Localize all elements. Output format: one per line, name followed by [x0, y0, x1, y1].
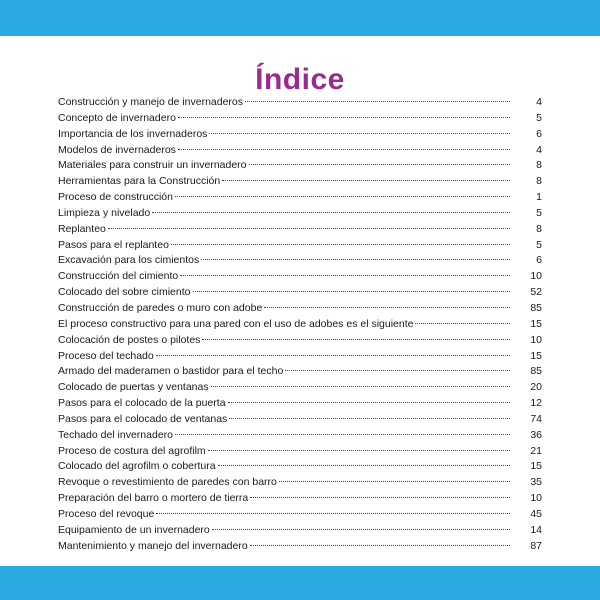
toc-entry [58, 333, 542, 349]
dot-leader [208, 450, 510, 451]
toc-entry [58, 269, 542, 285]
toc-entry-label: Colocado de puertas y ventanas [58, 381, 209, 394]
toc-entry-page: 4 [536, 143, 542, 156]
dot-leader [209, 133, 510, 134]
page-title: Índice [255, 63, 345, 97]
toc-entry-page: 85 [530, 301, 542, 314]
toc-entry-label: Importancia de los invernaderos [58, 127, 208, 140]
toc-entry-page: 45 [530, 507, 542, 520]
toc-entry [58, 253, 542, 269]
dot-leader [108, 228, 510, 229]
dot-leader [175, 434, 510, 435]
toc-entry-label: Colocado del agrofilm o cobertura [58, 460, 216, 473]
toc-entry-page: 14 [530, 523, 542, 536]
dot-leader [193, 291, 511, 292]
toc-entry-page: 36 [530, 428, 542, 441]
toc-entry-page: 10 [530, 492, 542, 505]
toc-entry-label: Herramientas para la Construcción [58, 175, 221, 188]
toc-entry [58, 174, 542, 190]
dot-leader [152, 212, 510, 213]
toc-entry [58, 428, 542, 444]
toc-entry-page: 10 [530, 333, 542, 346]
toc-entry [58, 380, 542, 396]
dot-leader [201, 259, 510, 260]
toc-entry-page: 52 [530, 286, 542, 299]
dot-leader [264, 307, 510, 308]
toc-entry-page: 87 [530, 539, 542, 552]
top-band [0, 0, 600, 36]
toc-entry-page: 5 [536, 238, 542, 251]
toc-entry [58, 412, 542, 428]
toc-entry-label: Pasos para el replanteo [58, 238, 169, 251]
dot-leader [250, 497, 510, 498]
toc-entry-label: Armado del maderamen o bastidor para el techo [58, 365, 284, 378]
toc-entry-label: Construcción y manejo de invernaderos [58, 96, 244, 108]
toc-entry-page: 6 [536, 127, 542, 140]
dot-leader [171, 244, 510, 245]
toc-entry-page: 12 [530, 397, 542, 410]
dot-leader [245, 101, 510, 102]
dot-leader [222, 180, 510, 181]
toc-entry [58, 364, 542, 380]
toc-entry [58, 206, 542, 222]
toc-entry [58, 143, 542, 159]
toc-entry [58, 301, 542, 317]
toc-entry-page: 1 [536, 191, 542, 204]
toc-entry-page: 5 [536, 206, 542, 219]
toc-entry-label: Proceso del revoque [58, 507, 155, 520]
table-of-contents [58, 95, 542, 554]
toc-entry-label: Construcción del cimiento [58, 270, 179, 283]
toc-entry-page: 6 [536, 254, 542, 267]
dot-leader [218, 465, 510, 466]
toc-entry-label: Proceso de construcción [58, 191, 173, 204]
toc-entry-label: Techado del invernadero [58, 428, 173, 441]
toc-entry-label: Construcción de paredes o muro con adobe [58, 301, 263, 314]
toc-entry-label: Colocación de postes o pilotes [58, 333, 201, 346]
toc-entry [58, 127, 542, 143]
toc-entry-label: Limpieza y nivelado [58, 206, 151, 219]
toc-entry-label: Proceso del techado [58, 349, 154, 362]
toc-entry-label: Pasos para el colocado de la puerta [58, 397, 226, 410]
toc-entry-label: Modelos de invernaderos [58, 143, 176, 156]
toc-entry [58, 238, 542, 254]
dot-leader [178, 149, 510, 150]
toc-entry [58, 349, 542, 365]
dot-leader [250, 545, 510, 546]
dot-leader [178, 117, 510, 118]
toc-entry-page: 15 [530, 349, 542, 362]
toc-entry-label: Equipamiento de un invernadero [58, 523, 210, 536]
toc-entry [58, 158, 542, 174]
toc-entry-label: Materiales para construir un invernadero [58, 159, 247, 172]
dot-leader [156, 513, 510, 514]
toc-entry-page: 74 [530, 412, 542, 425]
toc-entry-label: Pasos para el colocado de ventanas [58, 412, 228, 425]
bottom-band [0, 566, 600, 600]
toc-entry [58, 396, 542, 412]
dot-leader [212, 529, 510, 530]
toc-entry-label: Excavación para los cimientos [58, 254, 200, 267]
toc-entry [58, 222, 542, 238]
toc-entry-page: 8 [536, 222, 542, 235]
toc-entry [58, 539, 542, 555]
toc-entry-page: 8 [536, 175, 542, 188]
dot-leader [228, 402, 510, 403]
toc-entry-page: 15 [530, 460, 542, 473]
toc-entry [58, 475, 542, 491]
toc-entry-label: Revoque o revestimiento de paredes con barro [58, 476, 277, 489]
toc-entry-page: 20 [530, 381, 542, 394]
toc-entry [58, 111, 542, 127]
toc-entry [58, 459, 542, 475]
toc-entry-page: 5 [536, 111, 542, 124]
toc-entry-page: 35 [530, 476, 542, 489]
dot-leader [285, 370, 510, 371]
toc-entry-label: Proceso de costura del agrofilm [58, 444, 206, 457]
toc-entry [58, 491, 542, 507]
dot-leader [279, 481, 510, 482]
toc-entry-label: Mantenimiento y manejo del invernadero [58, 539, 248, 552]
dot-leader [229, 418, 510, 419]
toc-entry-page: 15 [530, 317, 542, 330]
dot-leader [175, 196, 510, 197]
toc-entry [58, 190, 542, 206]
toc-entry-label: Replanteo [58, 222, 106, 235]
dot-leader [202, 339, 510, 340]
toc-entry-label: Concepto de invernadero [58, 111, 176, 124]
toc-entry-page: 21 [530, 444, 542, 457]
dot-leader [180, 275, 510, 276]
dot-leader [415, 323, 510, 324]
toc-entry [58, 285, 542, 301]
toc-entry-label: Preparación del barro o mortero de tierra [58, 492, 249, 505]
toc-entry-label: Colocado del sobre cimiento [58, 286, 191, 299]
toc-entry-page: 4 [536, 96, 542, 108]
toc-entry-page: 85 [530, 365, 542, 378]
toc-entry [58, 523, 542, 539]
toc-entry-page: 10 [530, 270, 542, 283]
dot-leader [211, 386, 510, 387]
dot-leader [249, 164, 510, 165]
dot-leader [156, 355, 510, 356]
toc-entry-label: El proceso constructivo para una pared con el uso de adobes es el siguiente [58, 317, 414, 330]
toc-entry [58, 95, 542, 111]
toc-entry-page: 8 [536, 159, 542, 172]
toc-entry [58, 444, 542, 460]
toc-entry [58, 317, 542, 333]
toc-entry [58, 507, 542, 523]
